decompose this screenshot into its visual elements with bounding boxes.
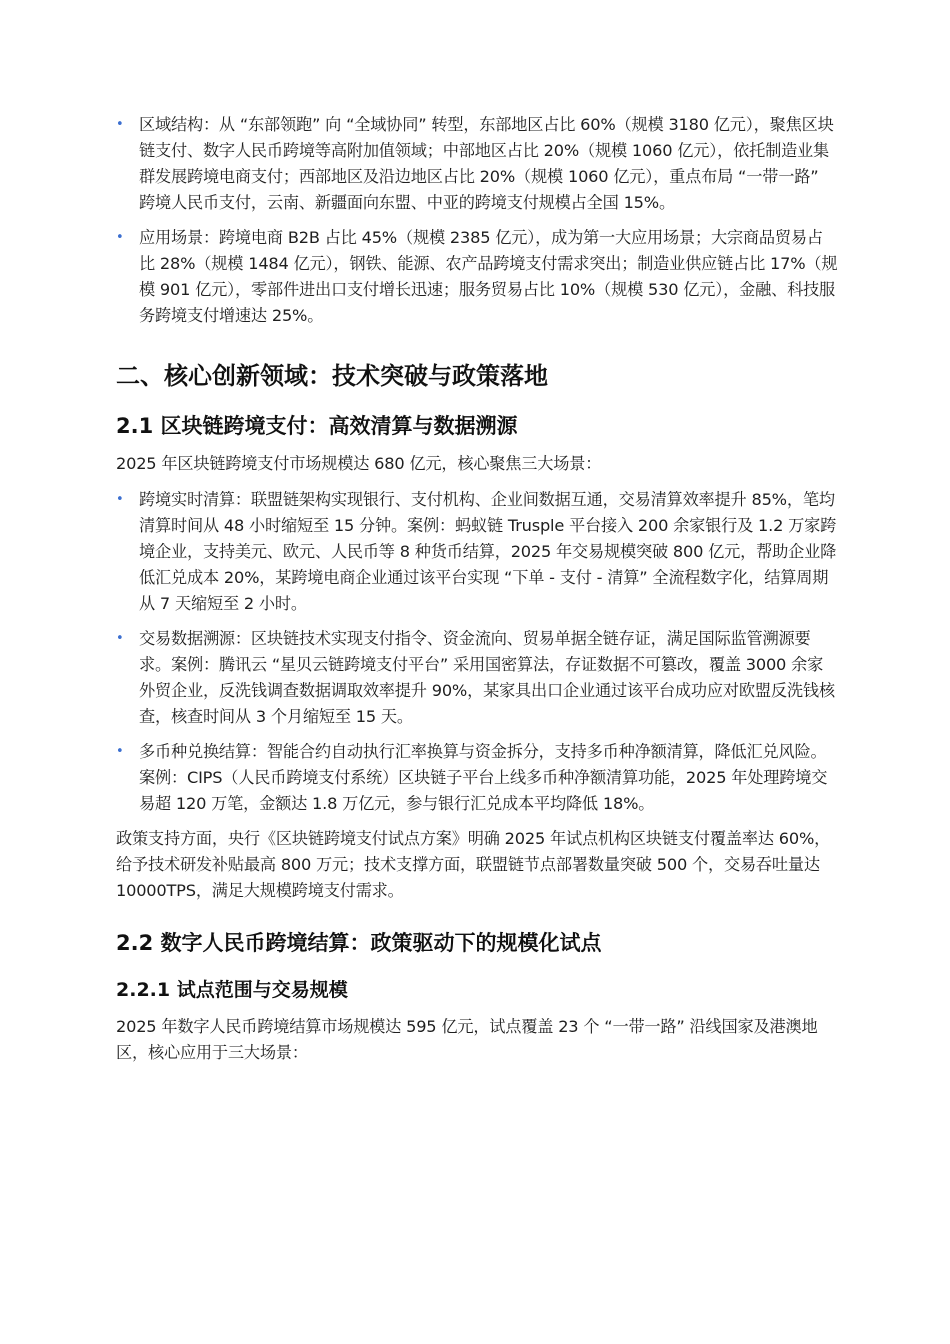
bullet-text: 交易数据溯源：区块链技术实现支付指令、资金流向、贸易单据全链存证，满足国际监管溯源要求。案例：腾讯云 “星贝云链跨境支付平台” 采用国密算法，存证数据不可篡改，覆盖 3000 余家外贸企业，反洗钱调查数据调取效率提升 90%，某家具出口企业通过该平台成功应对欧盟反洗钱核查，核查时间从 3 个月缩短至 15 天。 — [139, 629, 835, 726]
bullet-icon: • — [116, 117, 124, 132]
bullet-application-scenarios — [116, 225, 838, 329]
bullet-text: 区域结构：从 “东部领跑” 向 “全域协同” 转型，东部地区占比 60%（规模 3180 亿元），聚焦区块链支付、数字人民币跨境等高附加值领域；中部地区占比 20%（规模 1060 亿元），依托制造业集群发展跨境电商支付；西部地区及沿边地区占比 20%（规模 1060 亿元），重点布局 “一带一路” 跨境人民币支付，云南、新疆面向东盟、中亚的跨境支付规模占全国 15%。 — [139, 115, 834, 212]
heading-section-2: 二、核心创新领域：技术突破与政策落地 — [116, 362, 548, 390]
section2-1-bullet-list — [116, 487, 838, 817]
bullet-icon: • — [116, 631, 124, 646]
bullet-text: 跨境实时清算：联盟链架构实现银行、支付机构、企业间数据互通，交易清算效率提升 85%，笔均清算时间从 48 小时缩短至 15 分钟。案例：蚂蚁链 Trusple 平台接入 200 余家银行及 1.2 万家跨境企业，支持美元、欧元、人民币等 8 种货币结算，2025 年交易规模突破 800 亿元，帮助企业降低汇兑成本 20%，某跨境电商企业通过该平台实现 “下单 - 支付 - 清算” 全流程数字化，结算周期从 7 天缩短至 2 小时。 — [139, 490, 837, 613]
bullet-icon: • — [116, 492, 124, 507]
policy-paragraph-2-1: 政策支持方面，央行《区块链跨境支付试点方案》明确 2025 年试点机构区块链支付覆盖率达 60%，给予技术研发补贴最高 800 万元；技术支撑方面，联盟链节点部署数量突破 500 个，交易吞吐量达 10000TPS，满足大规模跨境支付需求。 — [116, 829, 831, 900]
bullet-multi-currency — [116, 739, 838, 817]
section1-bullet-list — [116, 112, 838, 329]
heading-2-2-1: 2.2.1 试点范围与交易规模 — [116, 979, 348, 1001]
bullet-regional-structure — [116, 112, 838, 216]
bullet-icon: • — [116, 230, 124, 245]
bullet-text: 应用场景：跨境电商 B2B 占比 45%（规模 2385 亿元），成为第一大应用场景；大宗商品贸易占比 28%（规模 1484 亿元），钢铁、能源、农产品跨境支付需求突出；制造业供应链占比 17%（规模 901 亿元），零部件进出口支付增长迅速；服务贸易占比 10%（规模 530 亿元），金融、科技服务跨境支付增速达 25%。 — [139, 228, 838, 325]
intro-2-2-1: 2025 年数字人民币跨境结算市场规模达 595 亿元，试点覆盖 23 个 “一带一路” 沿线国家及港澳地区，核心应用于三大场景： — [116, 1017, 818, 1062]
bullet-realtime-clearing — [116, 487, 838, 617]
bullet-icon: • — [116, 744, 124, 759]
heading-2-2: 2.2 数字人民币跨境结算：政策驱动下的规模化试点 — [116, 931, 602, 955]
intro-2-1: 2025 年区块链跨境支付市场规模达 680 亿元，核心聚焦三大场景： — [116, 454, 602, 473]
bullet-text: 多币种兑换结算：智能合约自动执行汇率换算与资金拆分，支持多币种净额清算，降低汇兑风险。案例：CIPS（人民币跨境支付系统）区块链子平台上线多币种净额清算功能，2025 年处理跨境交易超 120 万笔，金额达 1.8 万亿元，参与银行汇兑成本平均降低 18%。 — [139, 742, 828, 813]
bullet-data-traceability — [116, 626, 838, 730]
heading-2-1: 2.1 区块链跨境支付：高效清算与数据溯源 — [116, 414, 518, 438]
